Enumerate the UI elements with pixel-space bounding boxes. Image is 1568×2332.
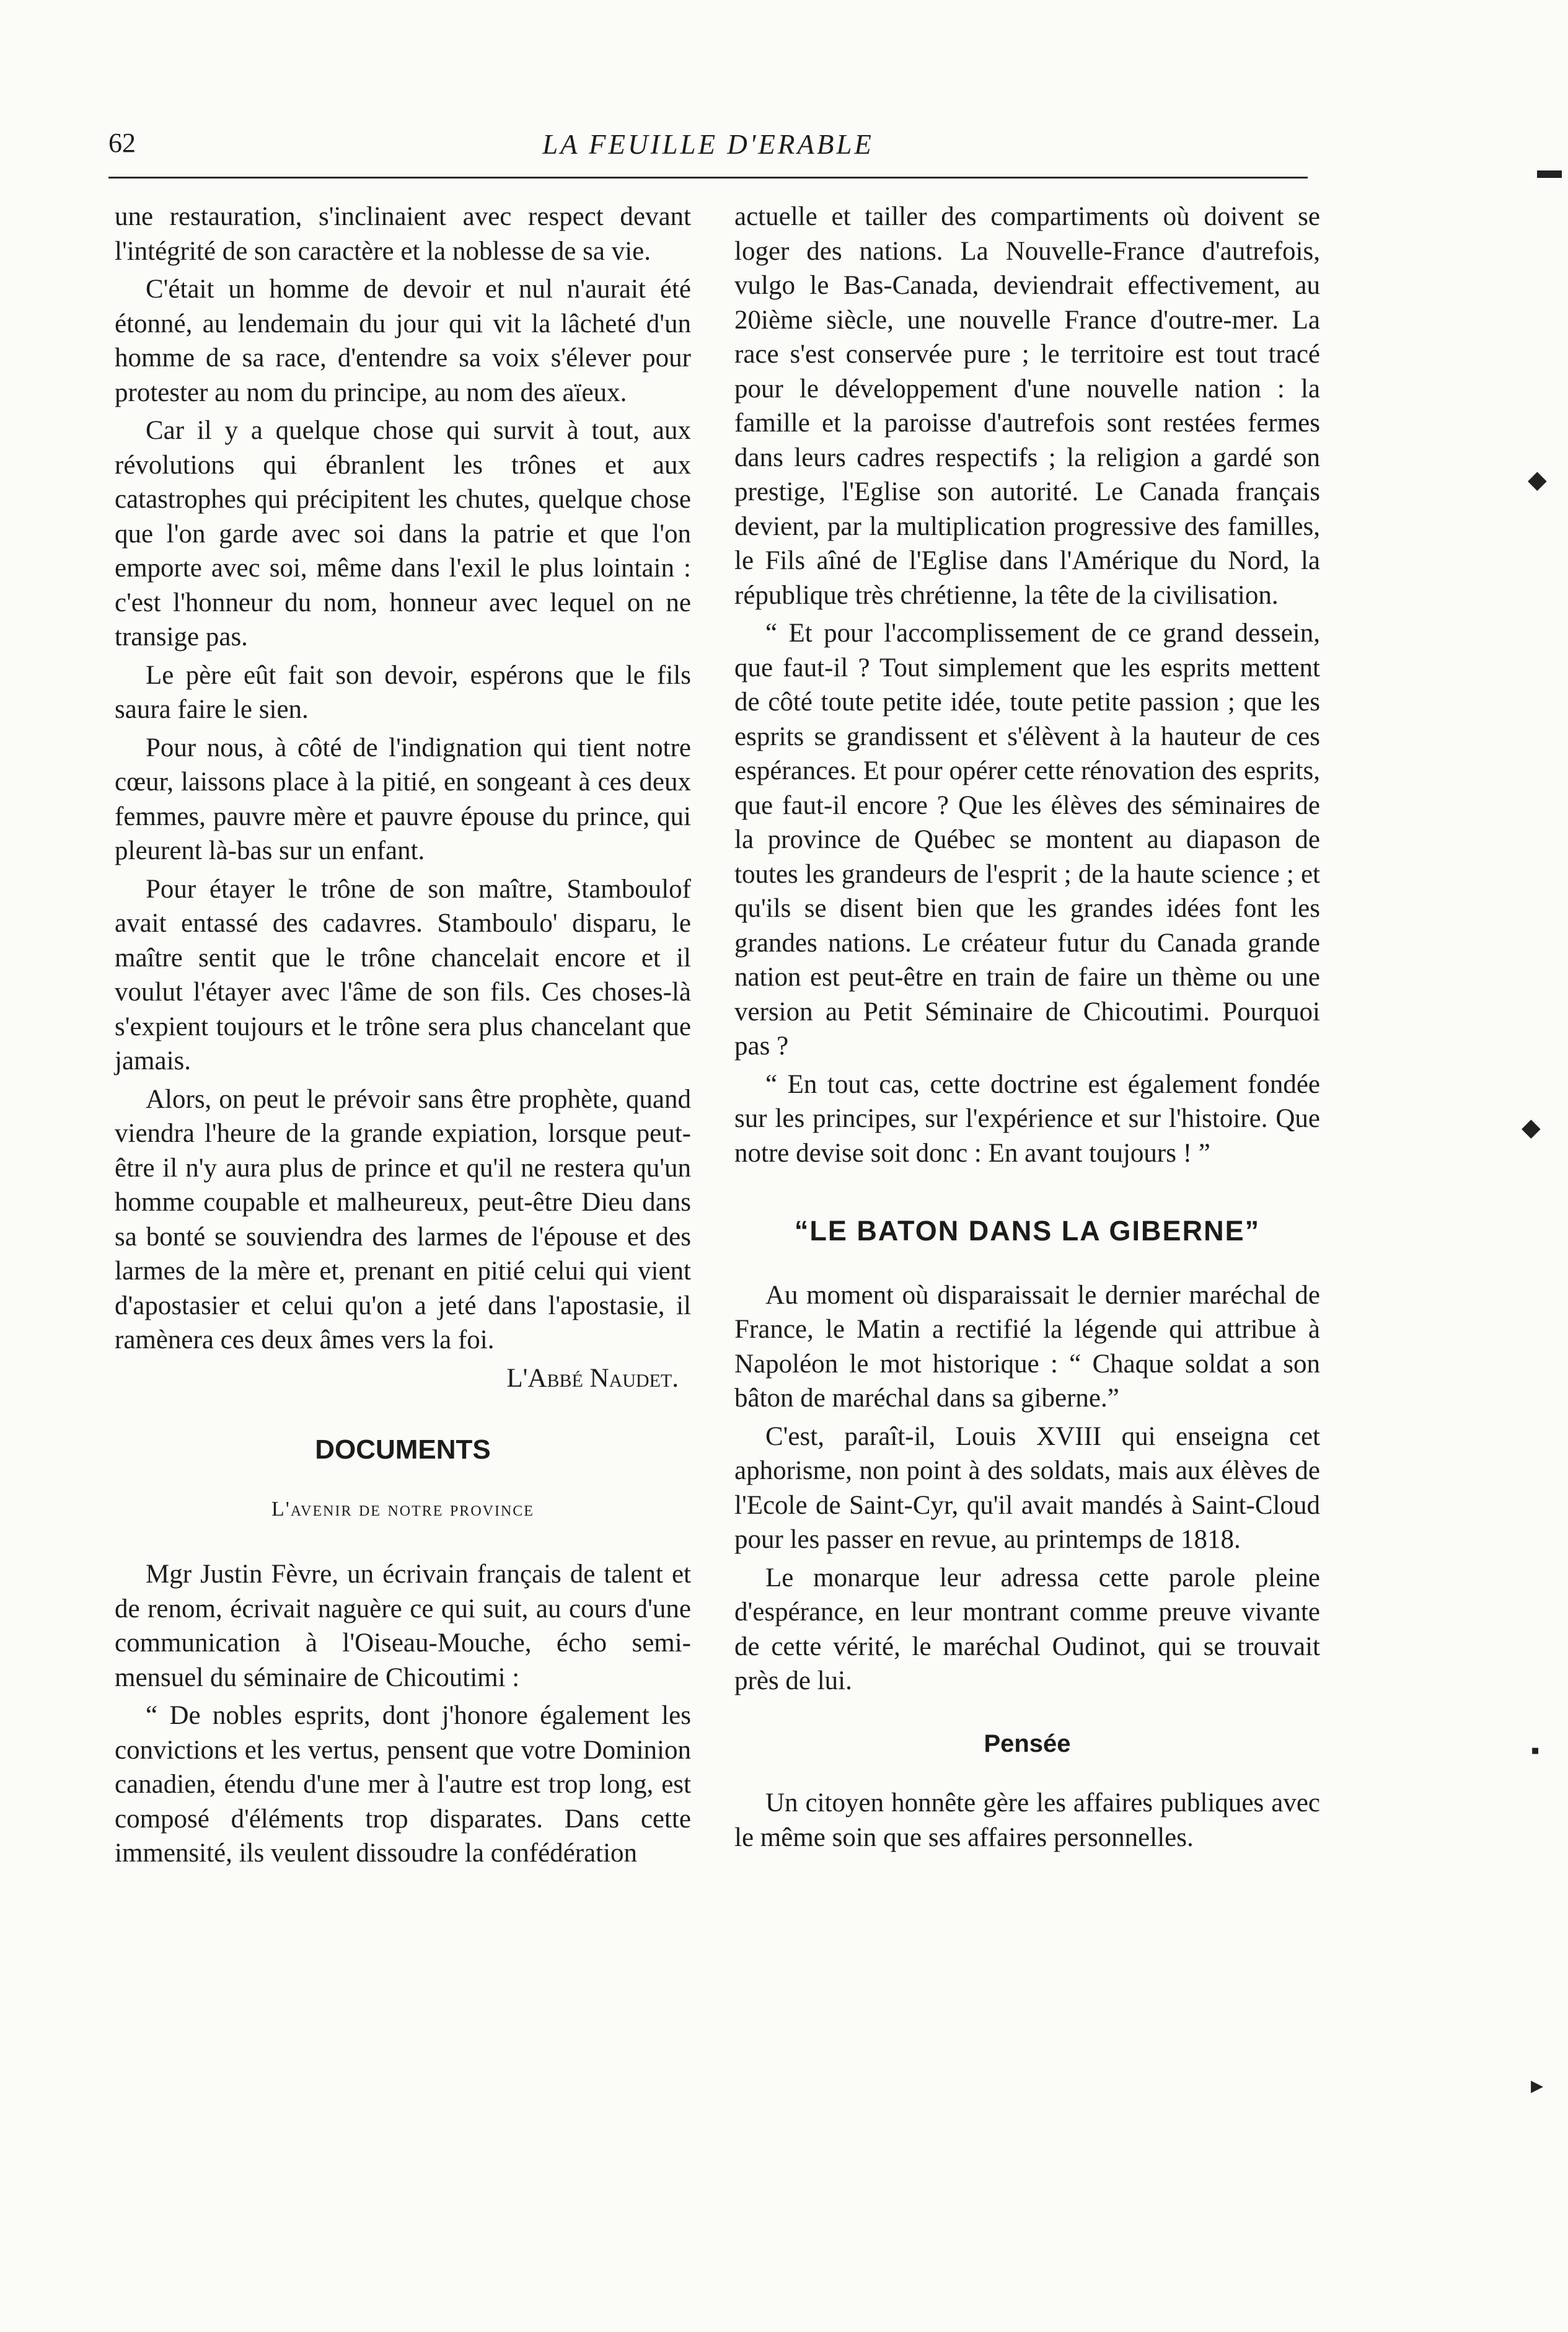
paragraph: “ De nobles esprits, dont j'honore également les convictions et les vertus, pensent que votre Dominion canadien, étendu d'une mer à l'autre est trop long, est composé d'éléments trop disparates. Dans cette immensité, ils veulent dissoudre la confédération: [115, 1701, 691, 1868]
paragraph: “ Et pour l'accomplissement de ce grand dessein, que faut-il ? Tout simplement que les esprits mettent de côté toute petite idée, toute petite passion ; que les esprits se grandissent et s'élèvent à la hauteur de ces espérances. Et pour opérer cette rénovation des esprits, que faut-il encore ? Que les élèves des séminaires de la province de Québec se montent au diapason de toutes les grandeurs de l'esprit ; de la haute science ; et qu'ils se disent bien que les grandes idées font les grandes nations. Le créateur futur du Canada grande nation est peut-être en train de faire un thème ou une version au Petit Séminaire de Chicoutimi. Pourquoi pas ?: [734, 619, 1320, 1061]
section-title-baton: “LE BATON DANS LA GIBERNE”: [794, 1215, 1261, 1247]
margin-mark: ▪: [1531, 1736, 1540, 1764]
margin-mark: ◆: [1522, 1113, 1541, 1141]
running-title: LA FEUILLE D'ERABLE: [542, 129, 874, 160]
paragraph: Au moment où disparaissait le dernier maréchal de France, le Matin a rectifié la légende qui attribue à Napoléon le mot historique : “ Chaque soldat a son bâton de maréchal dans sa giberne.”: [734, 1280, 1320, 1413]
left-column: [115, 200, 691, 1875]
margin-mark: ▸: [1531, 2071, 1544, 2099]
paragraph: Mgr Justin Fèvre, un écrivain français de talent et de renom, écrivait naguère ce qui suit, au cours d'une communication à l'Oiseau-Mouche, écho semi-mensuel du séminaire de Chicoutimi :: [115, 1560, 691, 1692]
paragraph: actuelle et tailler des compartiments où doivent se loger des nations. La Nouvelle-France d'autrefois, vulgo le Bas-Canada, deviendrait effectivement, au 20ième siècle, une nouvelle France d'outre-mer. La race s'est conservée pure ; le territoire est tout tracé pour le développement d'une nouvelle nation : la famille et la paroisse d'autrefois sont restées fermes dans leurs cadres respectifs ; la religion a gardé son prestige, l'Eglise son autorité. Le Canada français devient, par la multiplication progressive des familles, le Fils aîné de l'Eglise dans l'Amérique du Nord, la république très chrétienne, la tête de la civilisation.: [734, 202, 1320, 610]
paragraph: C'était un homme de devoir et nul n'aurait été étonné, au lendemain du jour qui vit la lâcheté d'un homme de sa race, d'entendre sa voix s'élever pour protester au nom du principe, au nom des aïeux.: [115, 275, 691, 407]
paragraph: Pour étayer le trône de son maître, Stamboulof avait entassé des cadavres. Stamboulo' disparu, le maître sentit que le trône chancelait encore et il voulut l'étayer avec l'âme de son fils. Ces choses-là s'expient toujours et le trône sera plus chancelant que jamais.: [115, 874, 691, 1075]
paragraph: Un citoyen honnête gère les affaires publiques avec le même soin que ses affaires personnelles.: [734, 1788, 1320, 1852]
paragraph: “ En tout cas, cette doctrine est également fondée sur les principes, sur l'expérience et sur l'histoire. Que notre devise soit donc : En avant toujours ! ”: [734, 1069, 1320, 1168]
paragraph: Alors, on peut le prévoir sans être prophète, quand viendra l'heure de la grande expiation, lorsque peut-être il n'y aura plus de prince et qu'il ne restera qu'un homme coupable et malheureux, peut-être Dieu dans sa bonté se souviendra des larmes de l'épouse et des larmes de la mère et, prenant en pitié celui qui vient d'apostasier et celui qu'on a jeté dans l'apostasie, il ramènera ces deux âmes vers la foi.: [115, 1084, 691, 1354]
paragraph: Le père eût fait son devoir, espérons que le fils saura faire le sien.: [115, 660, 691, 724]
section-title-pensee: Pensée: [984, 1729, 1071, 1757]
page-number: 62: [108, 128, 136, 158]
paragraph: Le monarque leur adressa cette parole pleine d'espérance, en leur montrant comme preuve vivante de cette vérité, le maréchal Oudinot, qui se trouvait près de lui.: [734, 1563, 1320, 1695]
page-header: [108, 127, 1308, 179]
section-subtitle: L'avenir de notre province: [271, 1497, 534, 1521]
right-column: [734, 200, 1320, 1858]
paragraph: Car il y a quelque chose qui survit à tout, aux révolutions qui ébranlent les trônes et aux catastrophes qui précipitent les chutes, quelque chose que l'on garde avec soi dans la patrie et que l'on emporte avec soi, même dans l'exil le plus lointain : c'est l'honneur du nom, honneur avec lequel on ne transige pas.: [115, 416, 691, 651]
margin-mark: ◆: [1528, 466, 1547, 493]
margin-mark: ▬: [1537, 156, 1562, 183]
paragraph: C'est, paraît-il, Louis XVIII qui enseigna cet aphorisme, non point à des soldats, mais aux élèves de l'Ecole de Saint-Cyr, qu'il avait mandés à Saint-Cloud pour les passer en revue, au printemps de 1818.: [734, 1421, 1320, 1554]
section-title-documents: DOCUMENTS: [315, 1434, 491, 1465]
author-signature: L'Abbé Naudet.: [506, 1363, 679, 1393]
paragraph: Pour nous, à côté de l'indignation qui tient notre cœur, laissons place à la pitié, en songeant à ces deux femmes, pauvre mère et pauvre épouse du prince, qui pleurent là-bas sur un enfant.: [115, 733, 691, 865]
paragraph: une restauration, s'inclinaient avec respect devant l'intégrité de son caractère et la noblesse de sa vie.: [115, 202, 691, 266]
